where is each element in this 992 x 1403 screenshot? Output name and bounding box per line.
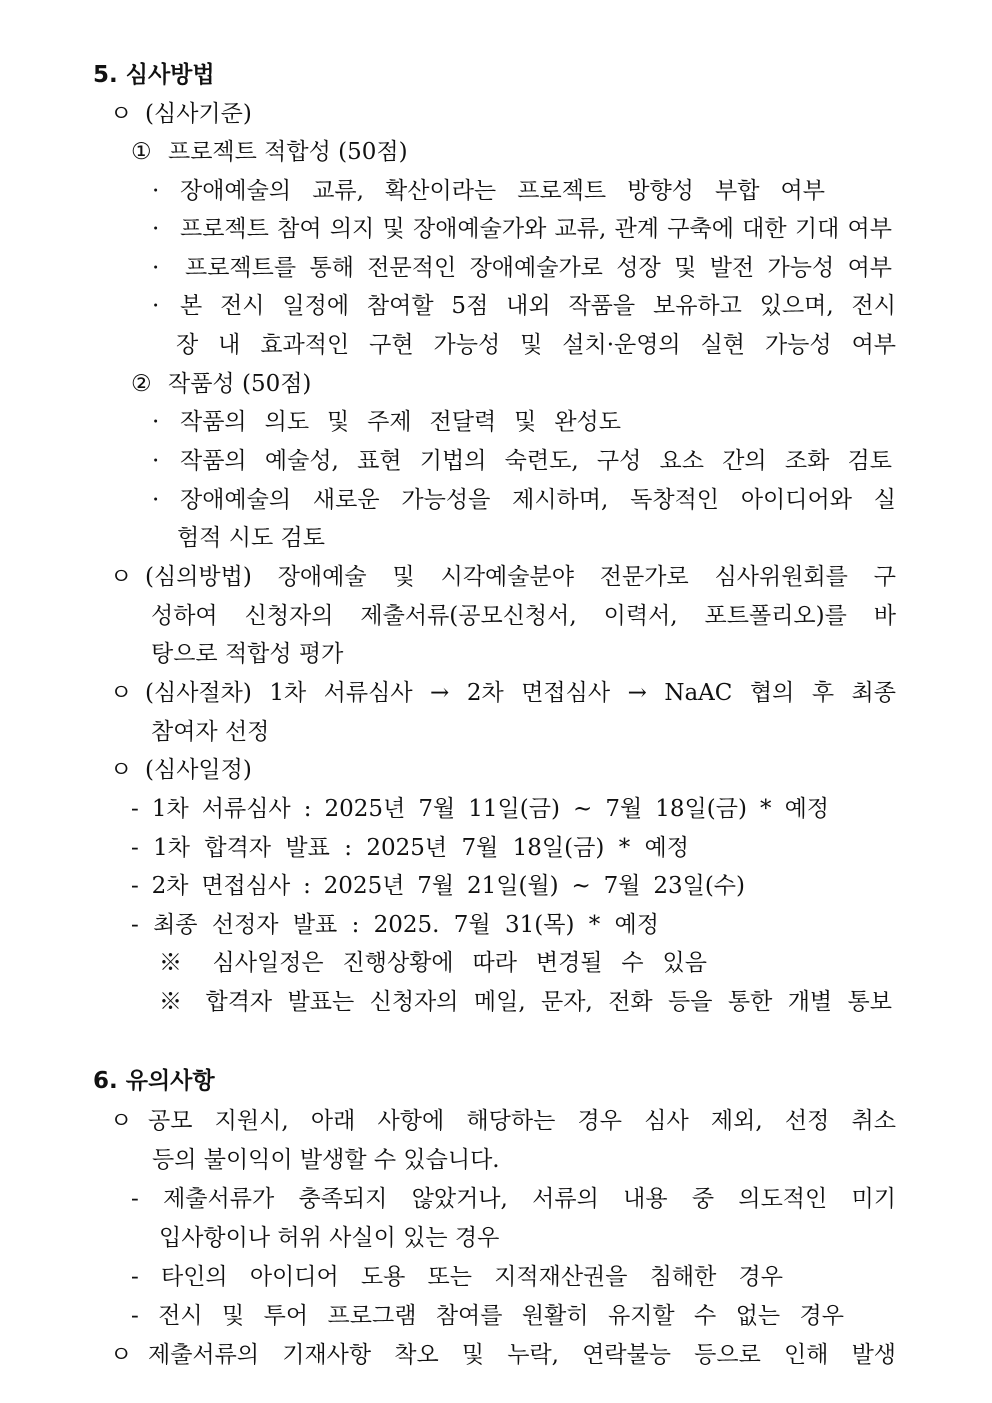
method-line-1: (심의방법) 장애예술 및 시각예술분야 전문가로 심사위원회를 구 bbox=[145, 564, 896, 590]
criteria-label: (심사기준) bbox=[145, 101, 252, 127]
dot-marker: · bbox=[152, 487, 160, 513]
dot-marker: · bbox=[152, 448, 160, 474]
schedule-item-4: - 최종 선정자 발표 : 2025. 7월 31(목) * 예정 bbox=[131, 912, 659, 938]
notice-sub-1-line-1: - 제출서류가 충족되지 않았거나, 서류의 내용 중 의도적인 미기 bbox=[131, 1186, 896, 1212]
schedule-item-1: - 1차 서류심사 : 2025년 7월 11일(금) ~ 7월 18일(금) * 예정 bbox=[131, 796, 829, 822]
item2-point-3-line-1: 장애예술의 새로운 가능성을 제시하며, 독창적인 아이디어와 실 bbox=[180, 487, 896, 513]
item1-title: 프로젝트 적합성 (50점) bbox=[168, 139, 408, 165]
dot-marker: · bbox=[152, 255, 160, 281]
item1-point-1: 장애예술의 교류, 확산이라는 프로젝트 방향성 부합 여부 bbox=[180, 178, 825, 204]
bullet-marker: ㅇ bbox=[110, 101, 133, 127]
bullet-marker: ㅇ bbox=[110, 1108, 133, 1134]
item2-point-3-line-2: 험적 시도 검토 bbox=[177, 525, 325, 551]
bullet-marker: ㅇ bbox=[110, 1342, 133, 1368]
item2-marker: ② bbox=[131, 371, 152, 397]
dot-marker: · bbox=[152, 216, 160, 242]
schedule-label: (심사일정) bbox=[145, 757, 252, 783]
item1-point-2: 프로젝트 참여 의지 및 장애예술가와 교류, 관계 구축에 대한 기대 여부 bbox=[180, 216, 892, 242]
schedule-note-2: ※ 합격자 발표는 신청자의 메일, 문자, 전화 등을 통한 개별 통보 bbox=[159, 989, 892, 1015]
bullet-marker: ㅇ bbox=[110, 564, 133, 590]
bullet-marker: ㅇ bbox=[110, 680, 133, 706]
item2-title: 작품성 (50점) bbox=[168, 371, 312, 397]
section-6-title: 6. 유의사항 bbox=[93, 1068, 215, 1094]
item2-point-1: 작품의 의도 및 주제 전달력 및 완성도 bbox=[180, 409, 621, 435]
schedule-item-2: - 1차 합격자 발표 : 2025년 7월 18일(금) * 예정 bbox=[131, 835, 689, 861]
item1-point-4-line-1: 본 전시 일정에 참여할 5점 내외 작품을 보유하고 있으며, 전시 bbox=[180, 293, 896, 319]
bullet-marker: ㅇ bbox=[110, 757, 133, 783]
notice-intro-line-1: 공모 지원시, 아래 사항에 해당하는 경우 심사 제외, 선정 취소 bbox=[148, 1108, 896, 1134]
item1-point-4-line-2: 장 내 효과적인 구현 가능성 및 설치·운영의 실현 가능성 여부 bbox=[176, 332, 896, 358]
notice-sub-3: - 전시 및 투어 프로그램 참여를 원활히 유지할 수 없는 경우 bbox=[131, 1303, 844, 1329]
dot-marker: · bbox=[152, 293, 160, 319]
method-line-2: 성하여 신청자의 제출서류(공모신청서, 이력서, 포트폴리오)를 바 bbox=[151, 603, 896, 629]
dot-marker: · bbox=[152, 409, 160, 435]
item2-point-2: 작품의 예술성, 표현 기법의 숙련도, 구성 요소 간의 조화 검토 bbox=[180, 448, 892, 474]
item1-marker: ① bbox=[131, 139, 152, 165]
item1-point-3: 프로젝트를 통해 전문적인 장애예술가로 성장 및 발전 가능성 여부 bbox=[185, 255, 892, 281]
dot-marker: · bbox=[152, 178, 160, 204]
schedule-item-3: - 2차 면접심사 : 2025년 7월 21일(월) ~ 7월 23일(수) bbox=[131, 873, 745, 899]
notice-intro-line-2: 등의 불이익이 발생할 수 있습니다. bbox=[152, 1147, 500, 1173]
notice-sub-1-line-2: 입사항이나 허위 사실이 있는 경우 bbox=[159, 1225, 500, 1251]
method-line-3: 탕으로 적합성 평가 bbox=[151, 641, 344, 667]
section-5-title: 5. 심사방법 bbox=[93, 62, 215, 88]
notice-sub-2: - 타인의 아이디어 도용 또는 지적재산권을 침해한 경우 bbox=[131, 1264, 783, 1290]
notice-last-line: 제출서류의 기재사항 착오 및 누락, 연락불능 등으로 인해 발생 bbox=[148, 1342, 896, 1368]
procedure-line-2: 참여자 선정 bbox=[151, 719, 270, 745]
schedule-note-1: ※ 심사일정은 진행상황에 따라 변경될 수 있음 bbox=[159, 950, 707, 976]
procedure-line-1: (심사절차) 1차 서류심사 → 2차 면접심사 → NaAC 협의 후 최종 bbox=[145, 680, 896, 706]
